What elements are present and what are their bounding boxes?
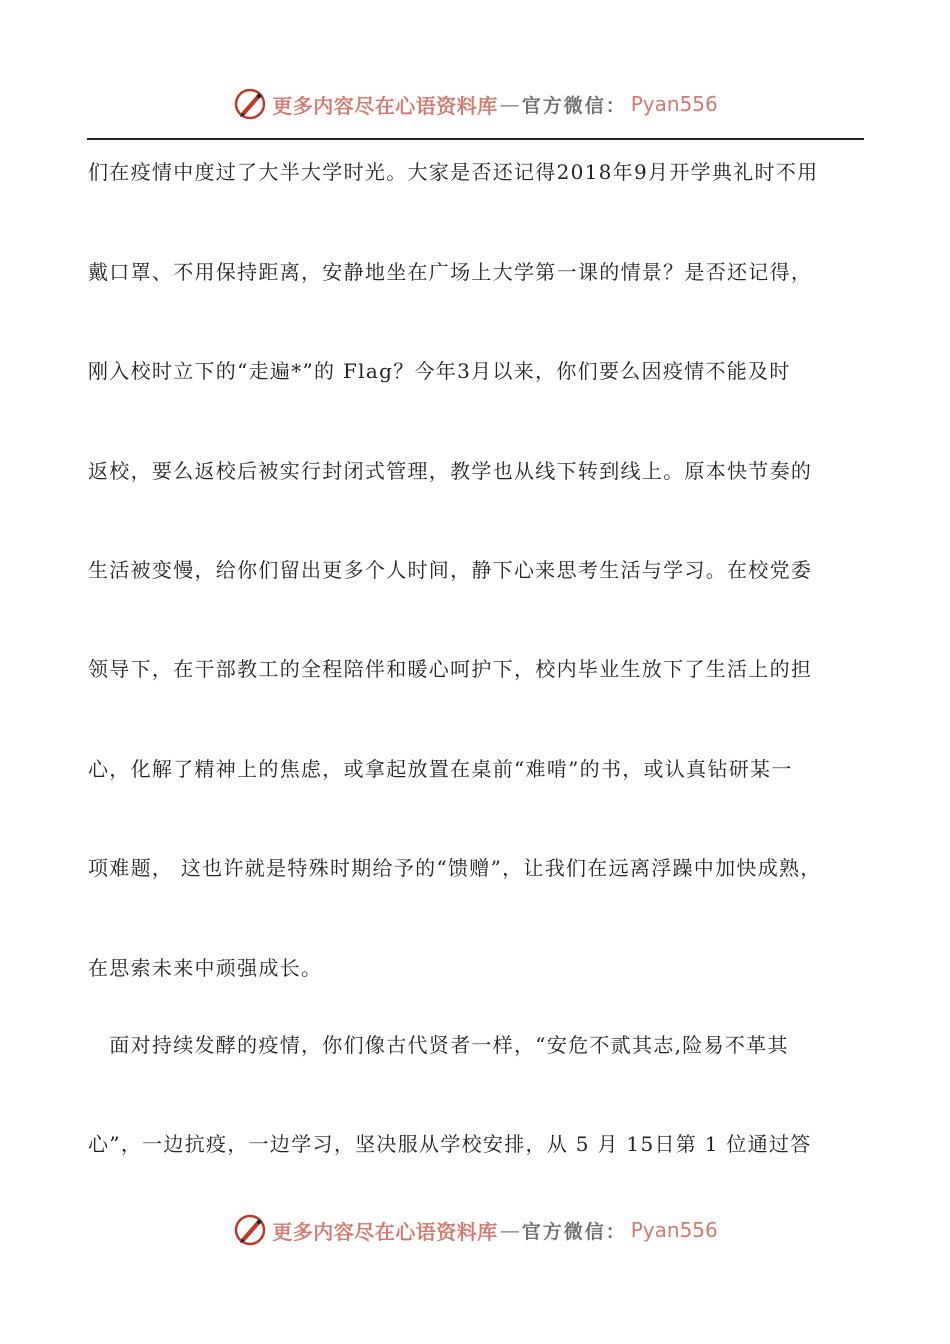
footer-dash: — [499, 1218, 520, 1242]
footer-banner [0, 1210, 950, 1250]
text-line: 在思索未来中顽强成长。 [88, 956, 323, 980]
text-line: 项难题， 这也许就是特殊时期给予的“馈赠”，让我们在远离浮躁中加快成熟， [88, 856, 822, 880]
text-line: 心”，一边抗疫，一边学习，坚决服从学校安排，从 5 月 15日第 1 位通过答 [88, 1132, 812, 1156]
text-line: 面对持续发酵的疫情，你们像古代贤者一样，“安危不贰其志,险易不革其 [88, 1033, 789, 1057]
header-divider [87, 138, 864, 140]
pen-logo-icon [232, 86, 268, 122]
header-wechat-label: 官方微信： [521, 94, 627, 117]
footer-wechat-label: 官方微信： [521, 1220, 627, 1243]
header-wechat-id: Pyan556 [630, 92, 718, 116]
text-line: 返校，要么返校后被实行封闭式管理，教学也从线下转到线上。原本快节奏的 [88, 459, 813, 483]
text-line: 刚入校时立下的“走遍*”的 Flag？今年3月以来，你们要么因疫情不能及时 [88, 359, 791, 383]
text-line: 心，化解了精神上的焦虑，或拿起放置在桌前“难啃”的书，或认真钻研某一 [88, 757, 793, 781]
text-line: 们在疫情中度过了大半大学时光。大家是否还记得2018年9月开学典礼时不用 [88, 160, 819, 184]
header-site-text: 更多内容尽在心语资料库 [272, 93, 498, 118]
header-dash: — [499, 92, 520, 116]
header-banner [0, 84, 950, 124]
footer-site-text: 更多内容尽在心语资料库 [272, 1219, 498, 1244]
pen-logo-icon [232, 1212, 268, 1248]
text-line: 戴口罩、不用保持距离，安静地坐在广场上大学第一课的情景？是否还记得， [88, 260, 813, 284]
text-line: 领导下，在干部教工的全程陪伴和暖心呵护下，校内毕业生放下了生活上的担 [88, 657, 813, 681]
footer-wechat-id: Pyan556 [630, 1218, 718, 1242]
text-line: 生活被变慢，给你们留出更多个人时间，静下心来思考生活与学习。在校党委 [88, 558, 813, 582]
